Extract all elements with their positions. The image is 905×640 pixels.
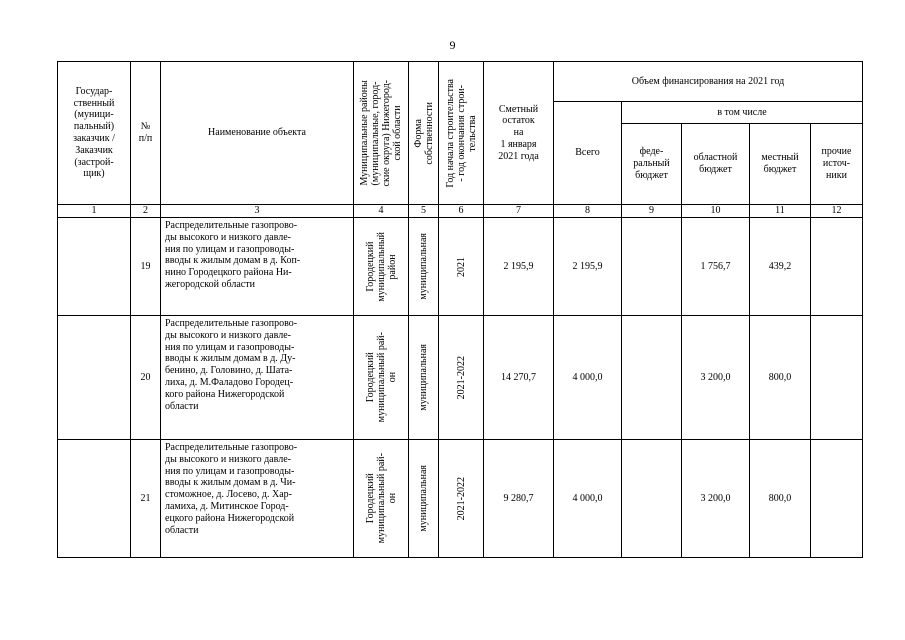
header-total: Всего [554, 102, 622, 205]
header-regional: областной бюджет [682, 124, 750, 205]
object-name: Распределительные газопрово- ды высокого и низкого давле- ния по улицам и газопроводы- вводы к жилым домам в д. Коп- нино Городецкого района Ни- жегородской области [161, 218, 354, 316]
object-name: Распределительные газопрово- ды высокого и низкого давле- ния по улицам и газопроводы- вводы к жилым домам в д. Чи- стоможное, д. Лосево, д. Хар- ламиха, д. Митинское Город- ецкого района Нижегородской области [161, 440, 354, 558]
table-row [58, 316, 863, 440]
column-numbers-row [58, 205, 863, 218]
years-text: 2021 [455, 256, 467, 277]
header-other: прочие источ- ники [811, 124, 863, 205]
total-cell: 4 000,0 [554, 440, 622, 558]
funding-table [57, 61, 863, 558]
column-number: 2 [131, 205, 161, 218]
district-text: Городецкий муниципальный район [364, 231, 398, 302]
column-number: 3 [161, 205, 354, 218]
local-cell: 800,0 [750, 440, 811, 558]
ownership-text: муниципальная [418, 465, 429, 532]
header-years [439, 62, 484, 205]
district-text: Городецкий муниципальный рай- он [364, 453, 398, 544]
balance-cell: 9 280,7 [484, 440, 554, 558]
header-ownership-text: Форма собственности [412, 101, 435, 165]
header-including: в том числе [622, 102, 863, 124]
column-number: 4 [354, 205, 409, 218]
header-ownership [409, 62, 439, 205]
years-text: 2021-2022 [455, 355, 467, 400]
other-cell [811, 316, 863, 440]
column-number: 7 [484, 205, 554, 218]
ownership-cell [409, 440, 439, 558]
column-number: 10 [682, 205, 750, 218]
row-number: 21 [131, 440, 161, 558]
header-balance: Сметный остаток на 1 января 2021 года [484, 62, 554, 205]
header-object-name: Наименование объекта [161, 62, 354, 205]
header-district [354, 62, 409, 205]
header-funding: Объем финансирования на 2021 год [554, 62, 863, 102]
federal-cell [622, 218, 682, 316]
district-text: Городецкий муниципальный рай- он [364, 332, 398, 423]
column-number: 5 [409, 205, 439, 218]
ownership-text: муниципальная [418, 233, 429, 300]
federal-cell [622, 316, 682, 440]
header-district-text: Муниципальные районы (муниципальные, город- ские округа) Нижегород- ской области [359, 79, 403, 187]
local-cell: 439,2 [750, 218, 811, 316]
ownership-text: муниципальная [418, 344, 429, 411]
header-local: местный бюджет [750, 124, 811, 205]
years-cell [439, 440, 484, 558]
balance-cell: 2 195,9 [484, 218, 554, 316]
customer-cell [58, 440, 131, 558]
table-row [58, 440, 863, 558]
table-row [58, 218, 863, 316]
object-name: Распределительные газопрово- ды высокого и низкого давле- ния по улицам и газопроводы- вводы к жилым домам в д. Ду- бенино, д. Головино, д. Шата- лиха, д. М.Фаладово Городец- кого района Нижегородской области [161, 316, 354, 440]
district-cell [354, 440, 409, 558]
ownership-cell [409, 316, 439, 440]
column-number: 11 [750, 205, 811, 218]
other-cell [811, 218, 863, 316]
years-cell [439, 218, 484, 316]
header-federal: феде- ральный бюджет [622, 124, 682, 205]
customer-cell [58, 316, 131, 440]
balance-cell: 14 270,7 [484, 316, 554, 440]
column-number: 8 [554, 205, 622, 218]
regional-cell: 3 200,0 [682, 316, 750, 440]
header-customer: Государ- ственный (муници- пальный) заказчик / Заказчик (застрой- щик) [58, 62, 131, 205]
column-number: 12 [811, 205, 863, 218]
header-num: № п/п [131, 62, 161, 205]
row-number: 20 [131, 316, 161, 440]
header-years-text: Год начала строительства - год окончания строи- тельства [444, 78, 478, 188]
column-number: 9 [622, 205, 682, 218]
other-cell [811, 440, 863, 558]
federal-cell [622, 440, 682, 558]
page-number: 9 [449, 38, 456, 52]
years-cell [439, 316, 484, 440]
regional-cell: 3 200,0 [682, 440, 750, 558]
years-text: 2021-2022 [455, 476, 467, 521]
local-cell: 800,0 [750, 316, 811, 440]
customer-cell [58, 218, 131, 316]
district-cell [354, 218, 409, 316]
regional-cell: 1 756,7 [682, 218, 750, 316]
column-number: 1 [58, 205, 131, 218]
row-number: 19 [131, 218, 161, 316]
total-cell: 4 000,0 [554, 316, 622, 440]
column-number: 6 [439, 205, 484, 218]
district-cell [354, 316, 409, 440]
ownership-cell [409, 218, 439, 316]
total-cell: 2 195,9 [554, 218, 622, 316]
